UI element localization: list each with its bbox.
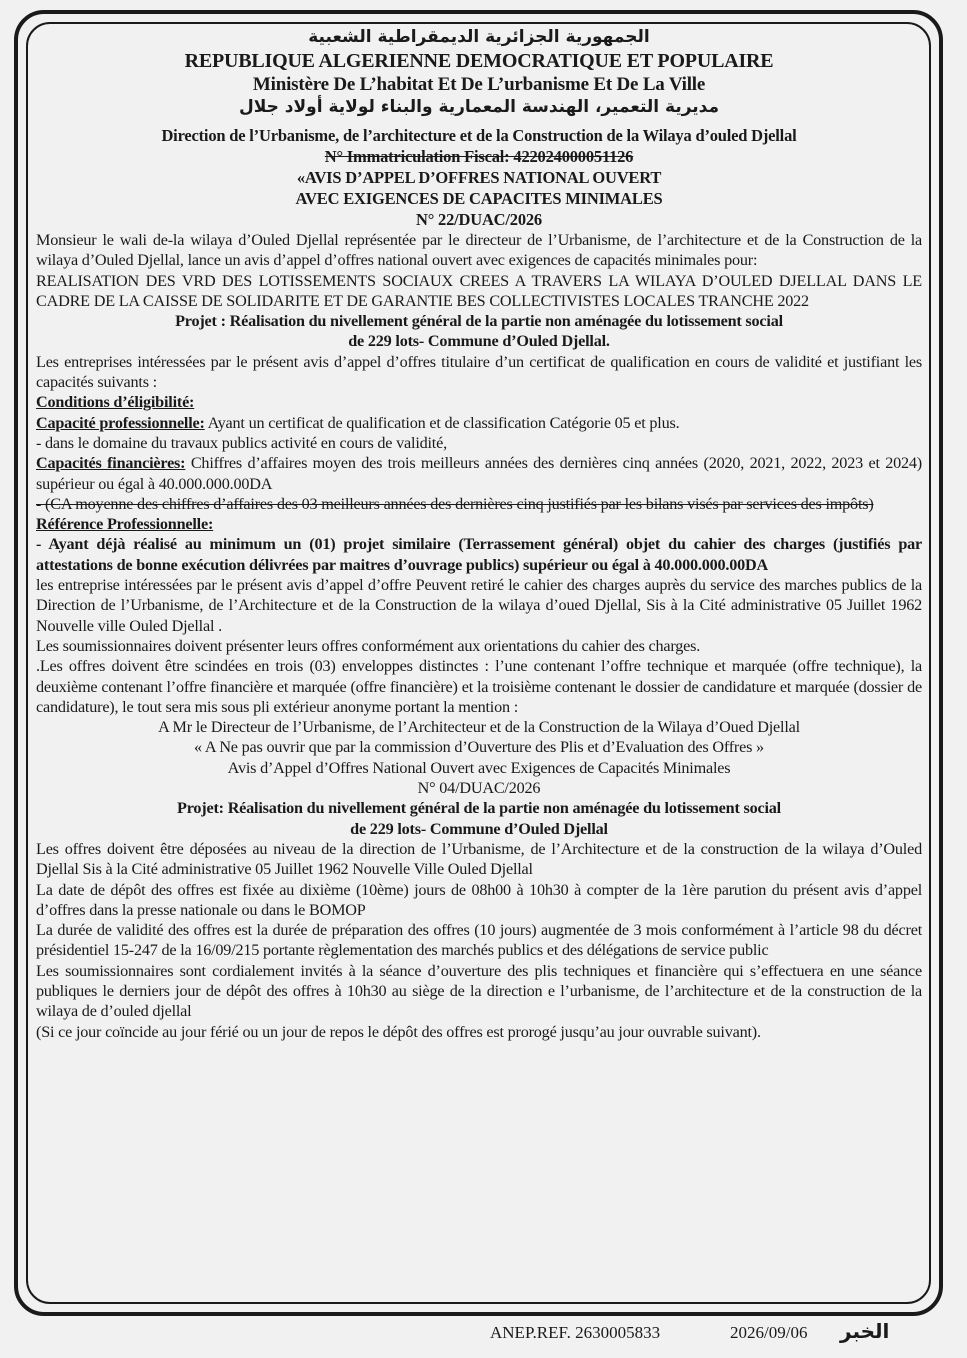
retrait-paragraph: les entreprise intéressées par le présent avis d’appel d’offre Peuvent retiré le cahier des charges auprès du service des marches publics de la Direction de l’Urbanisme, de l’Architecture et de la Construction de la wilaya d’oued Djellal, Sis à la Cité administrative 05 Juillet 1962 Nouvelle ville Ouled Djellal . <box>36 576 922 635</box>
reference-paragraph: - Ayant déjà réalisé au minimum un (01) projet similaire (Terrassement général) objet du cahier des charges (justifiés par attestations de bonne exécution délivrées par maitres d’ouvrage publics) supérieur ou égal à 40.000.000.00DA <box>36 535 922 574</box>
soumissionnaires-paragraph: Les soumissionnaires doivent présenter leurs offres conformément aux orientations du cahier des charges. <box>36 636 701 655</box>
publication-date: 2026/09/06 <box>730 1323 808 1342</box>
date-depot-paragraph: La date de dépôt des offres est fixée au dixième (10ème) jours de 08h00 à 10h30 à compter de la 1ère parution du présent avis d’appel d’offres dans la presse nationale ou dans le BOMOP <box>36 880 922 919</box>
enveloppes-paragraph: .Les offres doivent être scindées en trois (03) enveloppes distinctes : l’une contenant l’offre technique et marquée (offre technique), la deuxième contenant l’offre financière et marquée (offre financière) et la troisième contenant le dossier de candidature et marquée (dossier de candidature), le tout sera mis sous pli extérieur anonyme portant la mention : <box>36 657 922 716</box>
projet2-line1: Projet: Réalisation du nivellement général de la partie non aménagée du lotissement social <box>177 799 781 818</box>
arabic-republic-heading: الجمهورية الجزائرية الديمقراطية الشعبية <box>308 27 650 47</box>
interested-paragraph: Les entreprises intéressées par le présent avis d’appel d’offres titulaire d’un certificat de qualification en cours de validité et justifiant les capacités suivants : <box>36 352 922 392</box>
conditions-title: Conditions d’éligibilité: <box>36 393 195 412</box>
realisation-paragraph: REALISATION DES VRD DES LOTISSEMENTS SOCIAUX CREES A TRAVERS LA WILAYA D’OULED DJELLAL DANS LE CADRE DE LA CAISSE DE SOLIDARITE ET DE GARANTIE BES COLLECTIVISTES LOCALES TRANCHE 2022 <box>36 271 922 310</box>
mention-line3: Avis d’Appel d’Offres National Ouvert avec Exigences de Capacités Minimales <box>227 758 731 777</box>
avis-title-line1: «AVIS D’APPEL D’OFFRES NATIONAL OUVERT <box>296 168 662 187</box>
direction-heading: Direction de l’Urbanisme, de l’architecture et de la Construction de la Wilaya d’ouled Djellal <box>161 126 797 145</box>
domaine-line: - dans le domaine du travaux publics activité en cours de validité, <box>36 433 447 452</box>
seance-paragraph: Les soumissionnaires sont cordialement invités à la séance d’ouverture des plis techniques et financière qui s’effectuera en une séance publiques le derniers jour de dépôt des offres à 10h30 au siège de la direction e l’urbanisme, de l’architecture et de la construction de la wilaya de d’ouled djellal <box>36 961 922 1021</box>
ca-moyenne-paragraph: - (CA moyenne des chiffres d’affaires des 03 meilleurs années des dernières cinq justifiés par les bilans visés par services des impôts) <box>36 494 874 513</box>
projet-line1: Projet : Réalisation du nivellement général de la partie non aménagée du lotissement social <box>175 312 783 331</box>
projet-line2: de 229 lots- Commune d’Ouled Djellal. <box>348 332 610 351</box>
notice-content <box>36 26 922 1042</box>
projet2-line2: de 229 lots- Commune d’Ouled Djellal <box>350 819 608 838</box>
intro-paragraph: Monsieur le wali de-la wilaya d’Ouled Djellal représentée par le directeur de l’Urbanisme, de l’architecture et de la Construction de la wilaya d’Ouled Djellal, lance un avis d’appel d’offres national ouvert avec exigences de capacités minimales pour: <box>36 231 922 270</box>
capacite-text: Ayant un certificat de qualification et de classification Catégorie 05 et plus. <box>204 413 680 432</box>
avis-title-line2: AVEC EXIGENCES DE CAPACITES MINIMALES <box>295 189 663 208</box>
arabic-direction-heading: مديرية التعمير، الهندسة المعمارية والبناء لولاية أولاد جلال <box>238 97 720 117</box>
financieres-label: Capacités financières: <box>36 454 186 473</box>
mention-line1: A Mr le Directeur de l’Urbanisme, de l’Architecteur et de la Construction de la Wilaya d’Oued Djellal <box>158 718 800 737</box>
capacite-label: Capacité professionnelle: <box>36 413 205 432</box>
footer <box>490 1319 910 1344</box>
ministry-heading: Ministère De L’habitat Et De L’urbanisme Et De La Ville <box>252 74 706 95</box>
avis-number: N° 22/DUAC/2026 <box>416 210 542 229</box>
financieres-text: Chiffres d’affaires moyen des trois meilleurs années des dernières cinq années (2020, 2021, 2022, 2023 et 2024) supérieur ou égal à 40.000.000.00DA <box>36 454 922 493</box>
financieres-paragraph <box>36 453 922 494</box>
validite-paragraph: La durée de validité des offres est la durée de préparation des offres (10 jours) augmentée de 3 mois conformément à l’article 98 du décret présidentiel 15-247 de la 16/09/215 portante règlementation des marchés publics et des délégations de service public <box>36 921 922 960</box>
anep-reference: ANEP.REF. 2630005833 <box>490 1323 661 1342</box>
capacite-paragraph <box>36 413 922 433</box>
reference-title: Référence Professionnelle: <box>36 515 214 534</box>
fiscal-number: N° Immatriculation Fiscal: 422024000051126 <box>324 147 634 166</box>
depot-paragraph: Les offres doivent être déposées au niveau de la direction de l’Urbanisme, de l’Architecture et de la construction de la wilaya d’Ouled Djellal Sis à la Cité administrative 05 Juillet 1962 Nouvelle Ville Ouled Djellal <box>36 839 922 879</box>
newspaper-logo: الخبر <box>840 1319 890 1343</box>
mention-line4: N° 04/DUAC/2026 <box>417 779 541 798</box>
ferie-paragraph: (Si ce jour coïncide au jour férié ou un jour de repos le dépôt des offres est prorogé jusqu’au jour ouvrable suivant). <box>36 1022 761 1041</box>
mention-line2: « A Ne pas ouvrir que par la commission d’Ouverture des Plis et d’Evaluation des Offres » <box>194 738 764 757</box>
republic-heading: REPUBLIQUE ALGERIENNE DEMOCRATIQUE ET POPULAIRE <box>184 50 774 72</box>
